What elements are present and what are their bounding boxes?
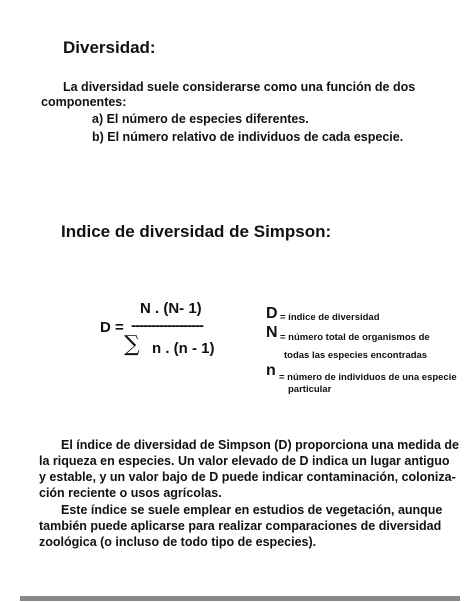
formula-denominator: n . (n - 1): [152, 340, 215, 357]
legend-n-upper-text-1: = número total de organismos de: [280, 332, 430, 343]
section-title-diversidad: Diversidad:: [63, 38, 156, 57]
formula-fraction-line: ------------------: [131, 317, 203, 334]
paragraph1-line-3: y estable, y un valor bajo de D puede indicar contaminación, coloniza-: [39, 470, 456, 484]
paragraph2-line-3: zoológica (o incluso de todo tipo de especies).: [39, 535, 317, 549]
section-title-simpson: Indice de diversidad de Simpson:: [61, 222, 332, 241]
legend-d-symbol: D: [266, 305, 278, 322]
paragraph1-line-2: la riqueza en especies. Un valor elevado de D indica un lugar antiguo: [39, 454, 450, 468]
legend-n-lower-symbol: n: [266, 362, 276, 379]
legend-n-upper-text-2: todas las especies encontradas: [284, 350, 428, 361]
intro-line-2: componentes:: [41, 95, 127, 109]
paragraph2-line-2: también puede aplicarse para realizar comparaciones de diversidad: [39, 519, 442, 533]
legend-n-lower-text-1: = número de individuos de una especie: [279, 372, 457, 383]
paragraph1-line-4: ción reciente o usos agrícolas.: [39, 486, 222, 500]
list-item-b: b) El número relativo de individuos de cada especie.: [92, 130, 404, 144]
intro-line-1: La diversidad suele considerarse como una función de dos: [63, 80, 416, 94]
list-item-a: a) El número de especies diferentes.: [92, 112, 309, 126]
paragraph1-line-1: El índice de diversidad de Simpson (D) proporciona una medida de: [61, 438, 459, 452]
bottom-border-bar: [20, 596, 460, 601]
legend-n-lower-text-2: particular: [288, 384, 332, 395]
formula-numerator: N . (N- 1): [140, 300, 202, 317]
sigma-symbol: ∑: [124, 332, 140, 357]
legend-d-text: = índice de diversidad: [280, 312, 380, 323]
paragraph2-line-1: Este índice se suele emplear en estudios de vegetación, aunque: [61, 503, 443, 517]
formula-lhs: D =: [100, 319, 124, 336]
legend-n-upper-symbol: N: [266, 324, 278, 341]
